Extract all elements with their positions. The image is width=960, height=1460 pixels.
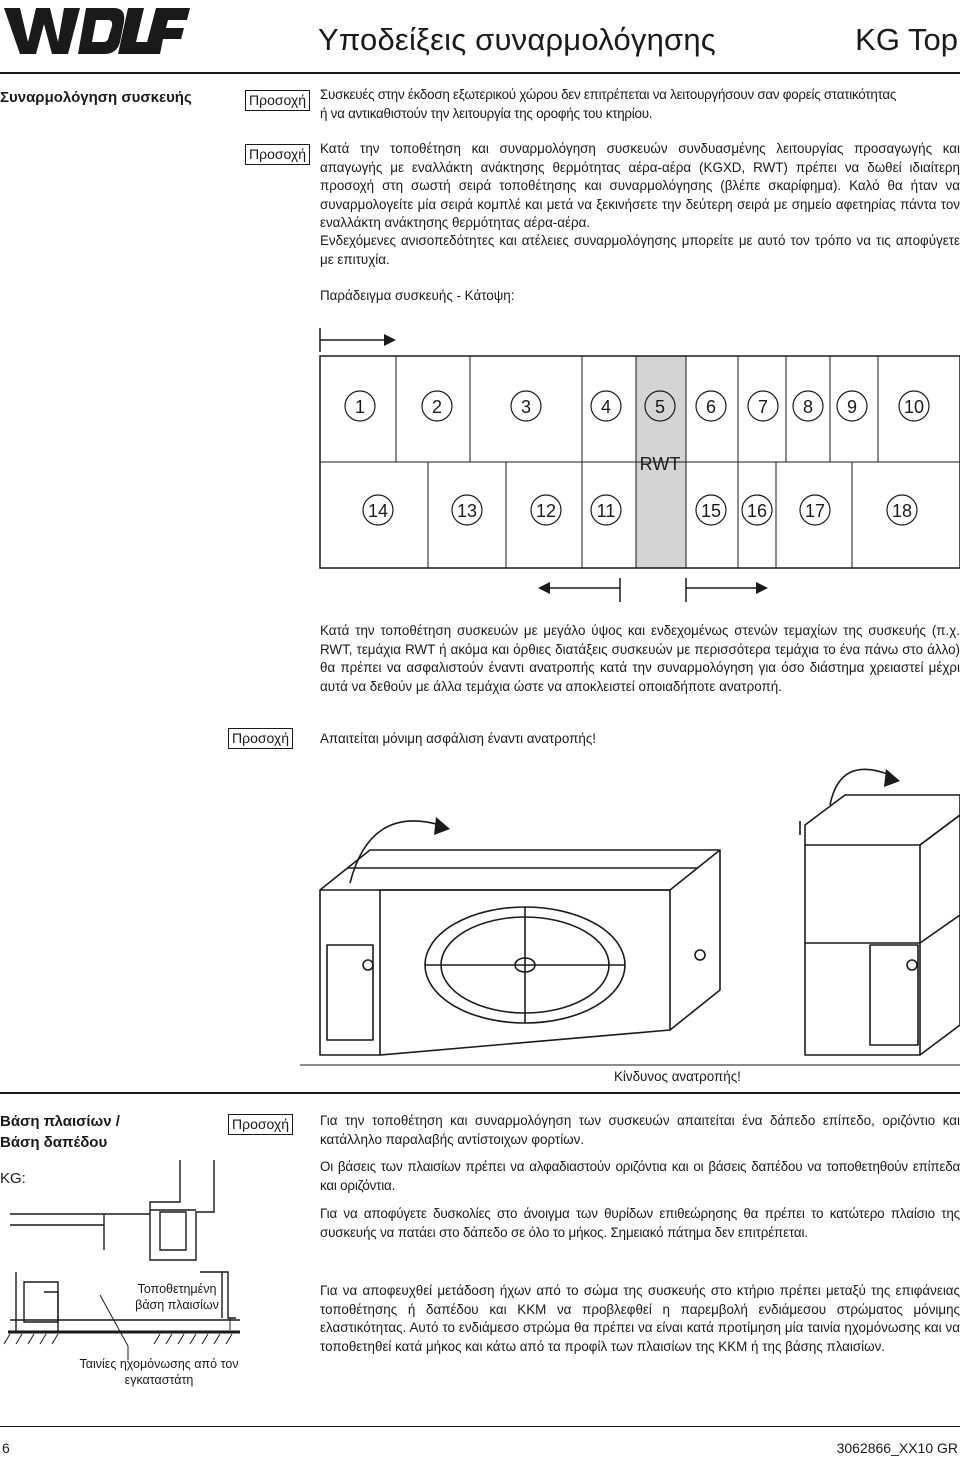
note-static-load: [320, 86, 960, 123]
sound-strip-label: [64, 1356, 254, 1388]
example-caption: Παράδειγμα συσκευής - Κάτοψη:: [320, 288, 515, 303]
plan-unit-label: 17: [804, 501, 826, 521]
note-assembly-order: Κατά την τοποθέτηση και συναρμολόγηση συσκευών συνδυασμένης λειτουργίας προσαγωγής και απαγωγής με εναλλάκτη ανάκτησης θερμότητας αέρα-αέρα (KGXD, RWT) πρέπει να δωθεί ιδιαίτερη προσοχή στη σωστή σειρά τοποθέτησης και συναρμολόγησης (βλέπε σκαρίφημα). Καλό θα ήταν να συναρμολογείτε μία σειρά κομπλέ και μετά να ξεκινήσετε την δεύτερη σειρά με σημείο αφετηρίας πάντα τον εναλλάκτη ανάκτησης θερμότητας αέρα-αέρα.: [320, 141, 960, 230]
caution-tag: Προσοχή: [228, 1114, 293, 1135]
plan-unit-label: 13: [456, 501, 478, 521]
plan-unit-label: 2: [431, 397, 443, 417]
base-text-3: Για να αποφύγετε δυσκολίες στο άνοιγμα των θυρίδων επιθεώρησης θα πρέπει το κατώτερο πλαίσιο της συσκευής να πατάει στο δάπεδο σε όλο το μήκος. Σημειακό πάτημα δεν επιτρέπεται.: [320, 1206, 960, 1240]
label-line: βάση πλαισίων: [135, 1298, 219, 1312]
plan-unit-label: 6: [705, 397, 717, 417]
section-title-base-2: Βάση δαπέδου: [0, 1134, 108, 1151]
plan-unit-label: 1: [354, 397, 366, 417]
base-frame-drawing: [0, 1150, 300, 1390]
plan-unit-label: 5: [654, 397, 666, 417]
document-code: 3062866_XX10 GR: [836, 1440, 958, 1456]
plan-unit-label: 8: [802, 397, 814, 417]
note-line: Συσκευές στην έκδοση εξωτερικού χώρου δεν επιτρέπεται να λειτουργήσουν σαν φορείς στατικότητας: [320, 87, 897, 102]
plan-unit-label: 16: [746, 501, 768, 521]
footer-rule: [0, 1426, 960, 1427]
plan-unit-label: 15: [700, 501, 722, 521]
plan-unit-label: 12: [535, 501, 557, 521]
base-text-1: Για την τοποθέτηση και συναρμολόγηση των συσκευών απαιτείται ένα δάπεδο επίπεδο, οριζόντιο και κατάλληλο παραλαβής αντίστοιχων φορτίων.: [320, 1113, 960, 1147]
label-line: εγκαταστάτη: [124, 1373, 194, 1387]
base-text-2: Οι βάσεις των πλαισίων πρέπει να αλφαδιαστούν οριζόντια και οι βάσεις δαπέδου να τοποθετηθούν επίπεδα και οριζόντια.: [320, 1159, 960, 1193]
plan-unit-label: 4: [600, 397, 612, 417]
tipping-illustration: [300, 765, 960, 1085]
label-line: Τοποθετημένη: [137, 1282, 217, 1296]
frame-base-label: [112, 1281, 242, 1313]
kg-label: KG:: [0, 1170, 26, 1187]
tipping-caption: Κίνδυνος ανατροπής!: [614, 1069, 741, 1084]
header-rule: [0, 72, 960, 74]
tipping-note: Απαιτείται μόνιμη ασφάλιση έναντι ανατροπής!: [320, 731, 597, 746]
note-unevenness: Ενδεχόμενες ανισοπεδότητες και ατέλειες συναρμολόγησης μπορείτε με αυτό τον τρόπο να τις αποφύγετε με επιτυχία.: [320, 233, 960, 267]
wolf-logo: [0, 2, 190, 60]
caution-tag: Προσοχή: [228, 728, 293, 749]
plan-unit-label: 14: [367, 501, 389, 521]
plan-unit-label: 11: [596, 501, 616, 521]
caution-tag: Προσοχή: [245, 90, 310, 111]
section-title-assembly: Συναρμολόγηση συσκευής: [0, 89, 192, 106]
label-line: Ταινίες ηχομόνωσης από τον: [79, 1357, 239, 1371]
plan-unit-label: 10: [903, 397, 925, 417]
tall-units-text: Κατά την τοποθέτηση συσκευών με μεγάλο ύψος και ενδεχομένως στενών τεμαχίων της συσκευής (π.χ. RWT, τεμάχια RWT ή ακόμα και όρθιες διατάξεις συσκευών με περισσότερα τεμάχια το ένα πάνω στο άλλο) θα πρέπει να ασφαλιστούν έναντι ανατροπής κατά την συναρμολόγηση για όσο διάστημα χρειαστεί μέχρι αυτά να δεθούν με άλλα τεμάχια ώστε να αποκλειστεί οποιαδήποτε ανατροπή.: [320, 623, 960, 694]
product-name: KG Top: [855, 22, 958, 57]
section-rule: [0, 1092, 960, 1094]
page-number: 6: [2, 1440, 10, 1456]
document-title: Υποδείξεις συναρμολόγησης: [318, 22, 716, 57]
plan-unit-label: 7: [757, 397, 769, 417]
plan-unit-label: 18: [891, 501, 913, 521]
plan-unit-label: 3: [520, 397, 532, 417]
section-title-base-1: Βάση πλαισίων /: [0, 1113, 120, 1130]
plan-diagram: [300, 320, 960, 610]
rwt-label: RWT: [639, 454, 681, 474]
caution-tag: Προσοχή: [245, 144, 310, 165]
plan-unit-label: 9: [846, 397, 858, 417]
base-text-4: Για να αποφευχθεί μετάδοση ήχων από το σώμα της συσκευής στο κτήριο πρέπει μεταξύ της επιφάνειας τοποθέτησης ή δαπέδου και ΚΚΜ να προβλεφθεί η παρεμβολή ενδιάμεσου στρώματος μόνιμης ελαστικότητας. Αυτό το ενδιάμεσο στρώμα θα πρέπει να είναι κατά προτίμηση μία ταινία ηχομόνωσης και να τοποθετηθεί κατά μήκος και κάτω από τα προφίλ των πλαισίων της ΚΚΜ ή της βάσης πλαισίων.: [320, 1283, 960, 1354]
note-line: ή να αντικαθιστούν την λειτουργία της οροφής του κτηρίου.: [320, 105, 653, 121]
